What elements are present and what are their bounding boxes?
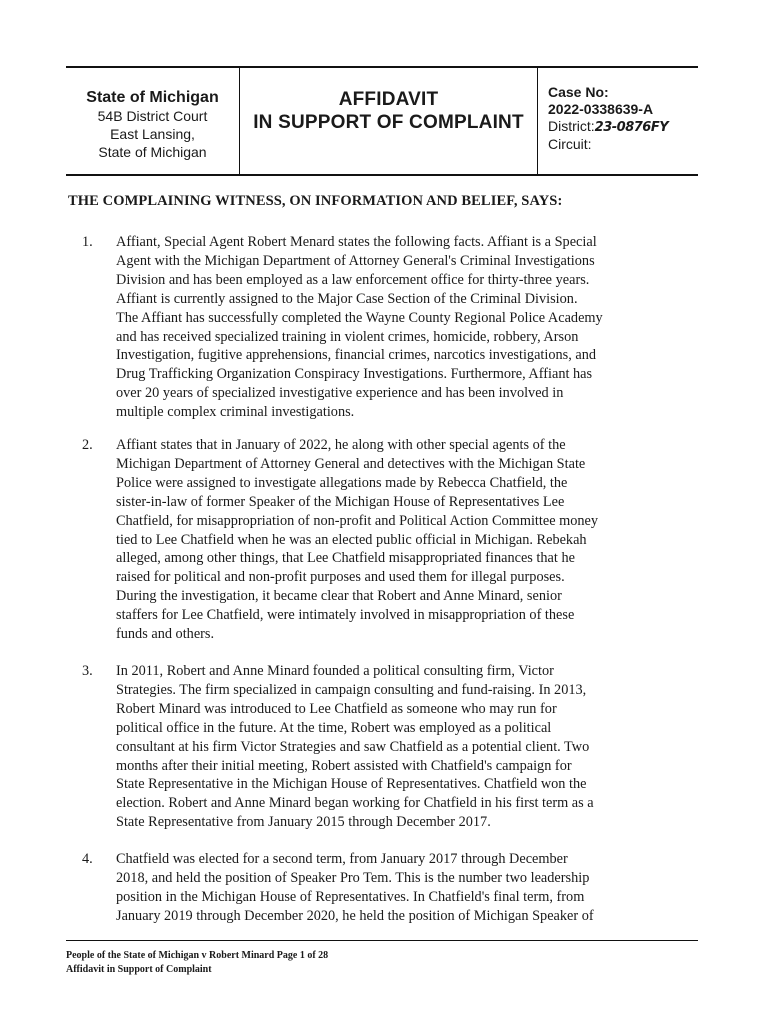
paragraph-line: Agent with the Michigan Department of Attorney General's Criminal Investigations — [116, 252, 595, 269]
paragraph-line: Michigan Department of Attorney General and detectives with the Michigan State — [116, 455, 586, 472]
paragraph-line: consultant at his firm Victor Strategies and saw Chatfield as a potential client. Two — [116, 738, 590, 755]
paragraph-line: political office in the future. At the time, Robert was employed as a political — [116, 719, 552, 736]
paragraph-line: Drug Trafficking Organization Conspiracy Investigations. Furthermore, Affiant has — [116, 366, 593, 383]
footer-doc-line: Affidavit in Support of Complaint — [66, 964, 212, 975]
paragraph-line: over 20 years of specialized investigative experience and has been involved in — [116, 385, 564, 402]
court-info-cell — [66, 68, 240, 174]
document-title-line1: AFFIDAVIT — [338, 89, 439, 110]
paragraph-line: Chatfield, for misappropriation of non-profit and Political Action Committee money — [116, 512, 599, 529]
document-title-line2: IN SUPPORT OF COMPLAINT — [253, 112, 524, 133]
paragraph-1 — [82, 233, 706, 422]
paragraph-line: 2018, and held the position of Speaker Pro Tem. This is the number two leadership — [116, 869, 590, 886]
paragraph-4 — [82, 850, 706, 926]
paragraph-line: raised for political and non-profit purposes and used them for illegal purposes. — [116, 569, 565, 586]
paragraph-3 — [82, 662, 706, 832]
paragraph-line: staffers for Lee Chatfield, were intimately involved in misappropriation of these — [116, 607, 575, 624]
district-label: District: — [548, 118, 595, 134]
case-number-label: Case No: — [548, 84, 609, 100]
paragraph-line: multiple complex criminal investigations. — [116, 404, 355, 421]
complaint-heading: THE COMPLAINING WITNESS, ON INFORMATION AND BELIEF, SAYS: — [68, 193, 563, 209]
paragraph-line: Investigation, fugitive apprehensions, financial crimes, narcotics investigations, and — [116, 347, 597, 364]
paragraph-line: Chatfield was elected for a second term, from January 2017 through December — [116, 851, 568, 867]
paragraph-number: 2. — [82, 437, 93, 453]
case-header-table — [66, 66, 698, 176]
case-number: 2022-0338639-A — [548, 101, 654, 117]
document-title-cell — [240, 68, 538, 174]
paragraph-line: funds and others. — [116, 626, 215, 643]
state-title: State of Michigan — [86, 89, 219, 106]
paragraph-line: Police were assigned to investigate allegations made by Rebecca Chatfield, the — [116, 474, 568, 491]
paragraph-number: 4. — [82, 851, 93, 867]
paragraph-2 — [82, 436, 706, 644]
circuit-label: Circuit: — [548, 136, 592, 152]
court-name: 54B District Court — [97, 108, 208, 124]
paragraph-line: alleged, among other things, that Lee Chatfield misappropriated finances that he — [116, 550, 575, 567]
paragraph-line: months after their initial meeting, Robert assisted with Chatfield's campaign for — [116, 757, 572, 774]
paragraph-line: In 2011, Robert and Anne Minard founded a political consulting firm, Victor — [116, 663, 554, 679]
paragraph-line: Affiant, Special Agent Robert Menard states the following facts. Affiant is a Special — [116, 234, 597, 250]
paragraph-line: State Representative from January 2015 through December 2017. — [116, 814, 491, 831]
paragraph-number: 3. — [82, 663, 93, 679]
district-row — [548, 118, 698, 136]
paragraph-line: Affiant states that in January of 2022, he along with other special agents of the — [116, 437, 566, 453]
paragraph-line: Division and has been employed as a law enforcement office for thirty-three years. — [116, 271, 590, 288]
paragraph-line: tied to Lee Chatfield when he was an elected public official in Michigan. Rebekah — [116, 531, 587, 548]
paragraph-line: sister-in-law of former Speaker of the Michigan House of Representatives Lee — [116, 493, 565, 510]
paragraph-line: The Affiant has successfully completed the Wayne County Regional Police Academy — [116, 309, 603, 326]
paragraph-line: During the investigation, it became clear that Robert and Anne Minard, senior — [116, 588, 562, 605]
paragraph-line: Strategies. The firm specialized in campaign consulting and fund-raising. In 2013, — [116, 681, 587, 698]
footer-rule — [66, 940, 698, 941]
paragraph-line: election. Robert and Anne Minard began working for Chatfield in his first term as a — [116, 795, 594, 812]
case-info-cell — [538, 68, 698, 174]
paragraph-line: January 2019 through December 2020, he held the position of Michigan Speaker of — [116, 907, 594, 924]
footer-case-line: People of the State of Michigan v Robert Minard Page 1 of 28 — [66, 950, 329, 961]
paragraph-line: Affiant is currently assigned to the Major Case Section of the Criminal Division. — [116, 290, 578, 307]
court-state: State of Michigan — [98, 144, 207, 160]
district-handwritten-value: 23-0876FY — [594, 120, 669, 135]
court-city: East Lansing, — [110, 126, 195, 142]
paragraph-line: State Representative in the Michigan House of Representatives. Chatfield won the — [116, 776, 587, 793]
paragraph-number: 1. — [82, 234, 93, 250]
page-footer — [66, 949, 328, 977]
paragraph-line: Robert Minard was introduced to Lee Chatfield as someone who may run for — [116, 700, 557, 717]
paragraph-line: and has received specialized training in violent crimes, homicide, robbery, Arson — [116, 328, 579, 345]
paragraph-line: position in the Michigan House of Representatives. In Chatfield's final term, from — [116, 888, 585, 905]
